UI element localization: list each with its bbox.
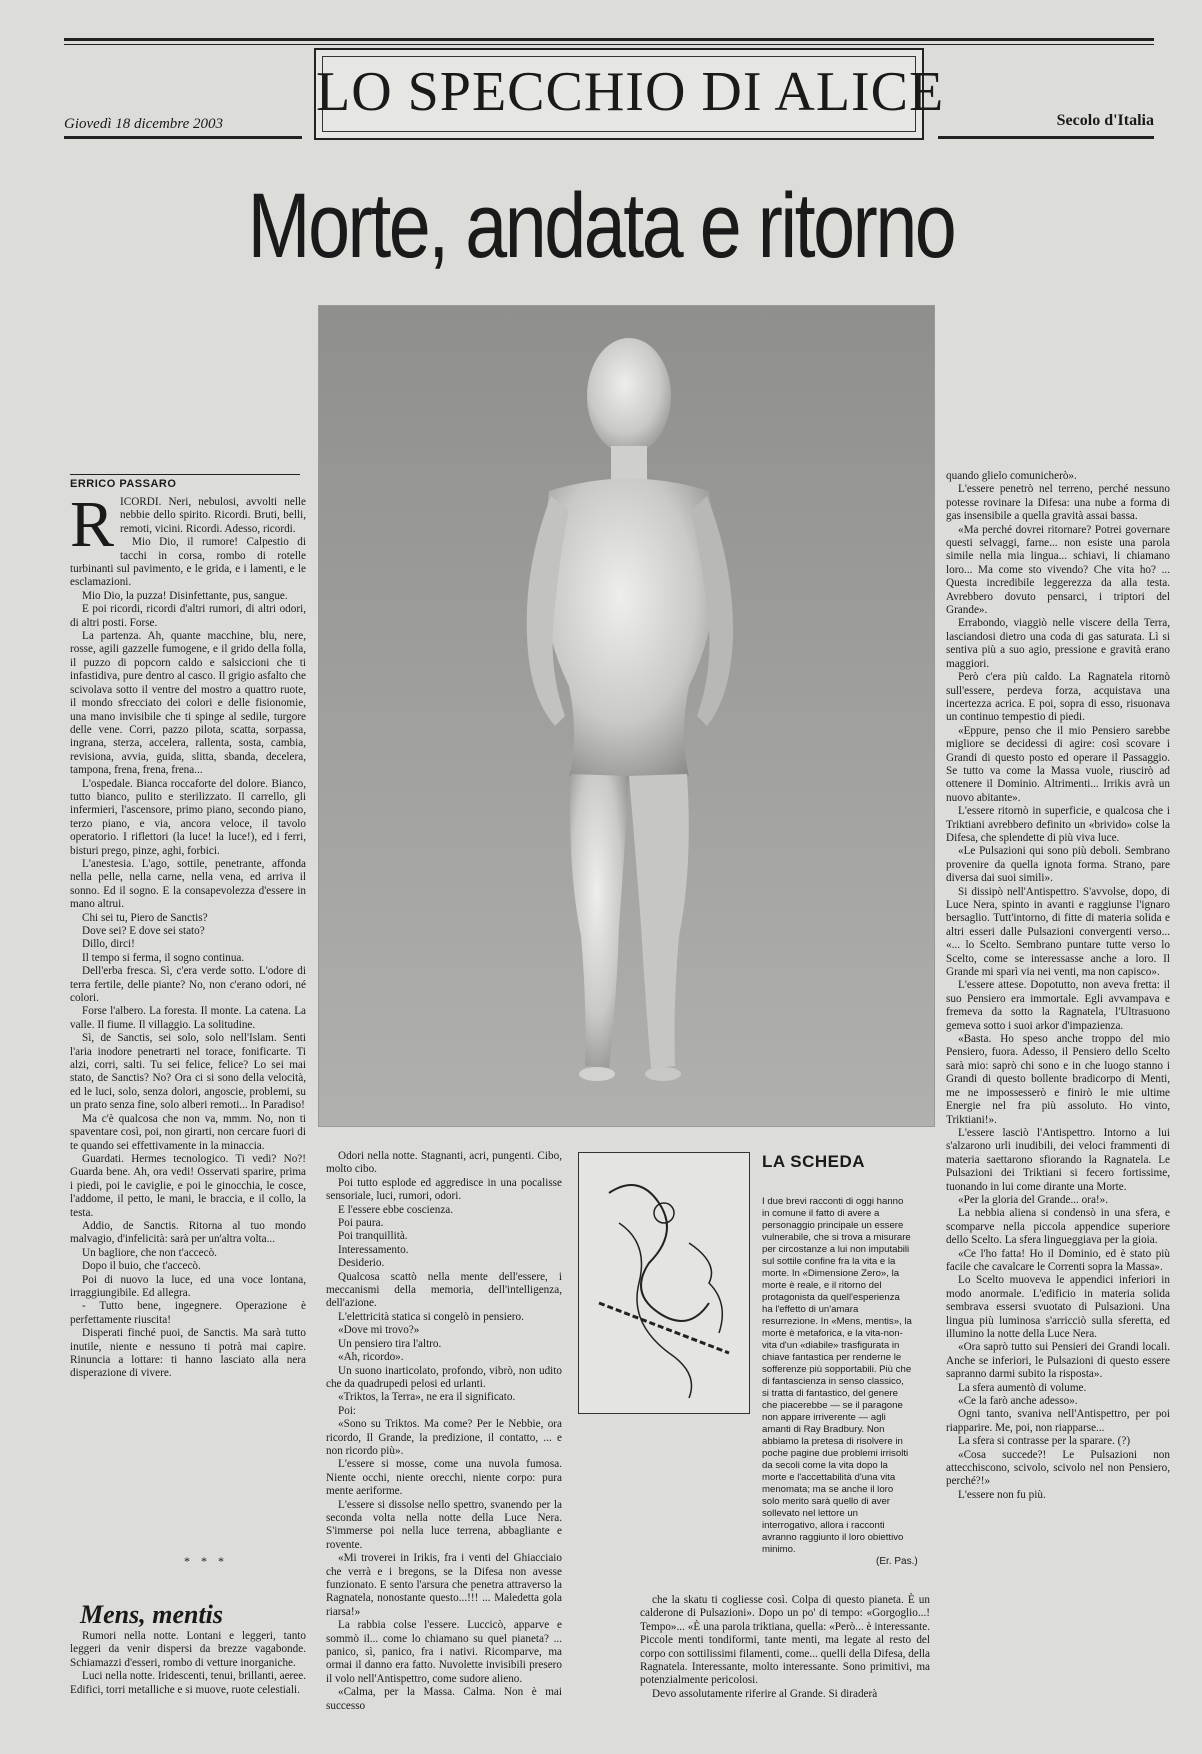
line-drawing-image (579, 1153, 749, 1413)
paragraph: Devo assolutamente riferire al Grande. Si diraderà (652, 1687, 878, 1700)
paragraph: Desiderio. (338, 1257, 385, 1270)
paragraph: Qualcosa scattò nella mente dell'essere, i meccanismi della memoria, dell'intelligenza, dell'azione. (326, 1270, 562, 1310)
scheda-title: LA SCHEDA (762, 1152, 866, 1171)
section-title: LO SPECCHIO DI ALICE (316, 61, 945, 123)
article-column-1b (70, 1630, 306, 1742)
paragraph: E l'essere ebbe coscienza. (338, 1203, 454, 1216)
dateline: Giovedì 18 dicembre 2003 (64, 116, 223, 132)
newspaper-name: Secolo d'Italia (1056, 112, 1154, 129)
paragraph: L'essere ritornò in superficie, e qualcosa che i Triktiani avrebbero definito un «brivido» colse la Difesa, che splendette di più viva luce. (946, 805, 1170, 844)
paragraph: «Ah, ricordo». (338, 1351, 404, 1364)
paragraph: Il tempo si ferma, il sogno continua. (82, 951, 245, 964)
paragraph: Poi di nuovo la luce, ed una voce lontana, irraggiungibile. Ed allegra. (70, 1273, 306, 1299)
drop-cap: R (70, 488, 115, 561)
paragraph: che la skatu ti cogliesse così. Colpa di questo pianeta. È un calderone di Pulsazioni». Dopo un po' di tempo: «Gorgoglio...! Tempo»... «È una parola triktiana, quella: «Però... è interessante. Piccole menti tondiformi, tante menti, ma legate al resto del corpo con sottilissimi filamenti, come... quelli della Difesa, della Ragnatela. Interessante, molto interessante. Sono primitivi, ma potenzialmente pericolosi. (640, 1594, 930, 1687)
scheda-text (762, 1196, 912, 1555)
author-byline: ERRICO PASSARO (70, 474, 300, 490)
paragraph: Un suono inarticolato, profondo, vibrò, non udito che da quadrupedi pelosi ed urlanti. (326, 1364, 562, 1390)
paper-rule (938, 136, 1154, 139)
paragraph: Dopo il buio, che t'accecò. (82, 1260, 201, 1273)
paragraph: «Per la gloria del Grande... ora!». (958, 1193, 1109, 1206)
paragraph: Mio Dio, la puzza! Disinfettante, pus, sangue. (82, 589, 288, 602)
paragraph: L'essere attese. Dopotutto, non aveva fretta: il suo Pensiero era immortale. Egli avvampava e fremeva da sotto la Ragnatela, l'Ultrasuono gemeva sotto i suoi arkor d'impazienza. (946, 979, 1170, 1032)
paragraph: «Mi troverei in Irikis, fra i venti del Ghiacciaio che verrà e i bregons, se la Difesa non avesse funzionato. E sento l'arsura che penetra attraverso la Ragnatela, nonostante questo...!!! ... Maledetta gola riarsa!» (326, 1552, 562, 1618)
paragraph: Però c'era più caldo. La Ragnatela ritornò sull'essere, perdeva forza, acquistava una incertezza acrica. E poi, sopra di esso, risuonava un continuo tempestio di piedi. (946, 671, 1170, 724)
paragraph: Guardati. Hermes tecnologico. Ti vedi? No?! Guarda bene. Ah, ora vedi! Osservati sparire, prima i piedi, poi le caviglie, e poi le ginocchia, le cosce, l'addome, il petto, le mani, le braccia, e il collo, la testa. (70, 1152, 306, 1219)
paragraph: Poi paura. (338, 1217, 384, 1230)
paragraph: «Ma perché dovrei ritornare? Potrei governare questi selvaggi, farne... non esiste una parola simile nella mia lingua... schiavi, li chiamano loro... Ma come sto vivendo? Che vita ho? ... Questa incredibile leggerezza da alla testa. Avrebbero dovuto pensarci, i triptori del Grande». (946, 523, 1170, 617)
paragraph: La rabbia colse l'essere. Luccicò, apparve e sommò il... come lo chiamano su quel pianeta? ... panico, sì, panico, fra i nativi. Ricomparve, ma ormai il danno era fatto. Nuvolette invisibili presero il volo nell'Antispettro, come sudore alieno. (326, 1619, 562, 1685)
paragraph: «Cosa succede?! Le Pulsazioni non attecchiscono, scivolo, scivolo nel non Pensiero, perché?!» (946, 1448, 1170, 1488)
paragraph: «Calma, per la Massa. Calma. Non è mai successo (326, 1686, 562, 1712)
paragraph: L'essere si dissolse nello spettro, svanendo per la seconda volta nella notte della Luce Nera. S'immerse poi nella luce terrena, abbagliante e rovente. (326, 1498, 562, 1551)
paragraph: «Sono su Triktos. Ma come? Per le Nebbie, ora ricordo, Il Grande, la predizione, il contatto, ... e non ricordo più». (326, 1418, 562, 1457)
article-column-1 (70, 488, 306, 1550)
paragraph: «Dove mi trovo?» (338, 1324, 420, 1337)
paragraph: La nebbia aliena si condensò in una sfera, e scomparve nella piccola appendice superiore dello Scelto. La sfera lingueggiava per la gioia. (946, 1207, 1170, 1247)
section-divider-stars: * * * (184, 1554, 228, 1568)
sculpture-figure-image (319, 306, 934, 1126)
paragraph: - Tutto bene, ingegnere. Operazione è perfettamente riuscita! (70, 1300, 306, 1326)
article-column-4 (946, 470, 1170, 1742)
paragraph: Mio Dio, il rumore! Calpestio di tacchi in corsa, rombo di rotelle turbinanti sul pavimento, e le grida, e i lamenti, e le esclamazioni. (70, 536, 306, 589)
main-photo (318, 305, 935, 1127)
paragraph: L'essere non fu più. (958, 1488, 1046, 1501)
paragraph: «Eppure, penso che il mio Pensiero sarebbe migliore se decidessi di agire: così scovare i Grandi di questo posto ed operare il Passaggio. Se tutto va come la Massa vuole, riuscirò ad ottenere il Dominio. Altrimenti... Irrikis avrà un nuovo abitante». (946, 724, 1170, 804)
paragraph: ICORDI. Neri, nebulosi, avvolti nelle nebbie dello spirito. Ricordi. Bruti, belli, remoti, vicini. Ricordi. Adesso, ricordi. (120, 496, 306, 535)
paragraph: La sfera si contrasse per la sparare. (?) (958, 1435, 1131, 1448)
paragraph: Luci nella notte. Iridescenti, tenui, brillanti, aeree. Edifici, torri metalliche e si muove, ruote celestiali. (70, 1670, 306, 1696)
paragraph: Forse l'albero. La foresta. Il monte. La catena. La valle. Il fiume. Il villaggio. La solitudine. (70, 1005, 306, 1031)
paragraph: Si dissipò nell'Antispettro. S'avvolse, dopo, di Luce Nera, spinto in avanti e raggiunse l'ignaro bersaglio. Tutt'intorno, di fitte di materia solida e altri esseri dalle Pulsazioni convergenti verso... «... lo Scelto. Sembrano puntare tutte verso lo Scelto, come se interessasse anche a loro. Il Grande mi sparì via nei venti, ma non capisco». (946, 885, 1170, 979)
article-column-3 (640, 1594, 930, 1742)
paragraph: Sì, de Sanctis, sei solo, solo nell'Islam. Senti l'aria inodore penetrarti nel torace, fonificarte. Ti alzi, corri, salti. Tu sei felice, felice? Lo sei mai stato, de Sanctis? No? Ora ci si sono della velocità, ed le luci, solo, senza dolori, angoscie, problemi, su un prato senza fine, solo alberi remoti... In Paradiso! (70, 1032, 306, 1112)
paragraph: I due brevi racconti di oggi hanno in comune il fatto di avere a personaggio principale un essere vulnerabile, che si trova a misurare per circostanze a lui non imputabili sul sottile confine fra la vita e la morte. In «Dimensione Zero», la morte è reale, e il ritorno del protagonista da quell'esperienza ha l'effetto di un'amara resurrezione. In «Mens, mentis», la morte è metaforica, e la vita-non-vita d'un «diabile» trasfigurata in chiave fantastica per renderne le sofferenze più sopportabili. Più che di fantascienza in senso classico, si tratta di fantastico, del genere che piacerebbe — se il paragone non appare irriverente — agli amanti di Ray Bradbury. Non abbiamo la pretesa di risolvere in poche pagine due problemi irrisolti da secoli come la vita dopo la morte e l'accettabilità d'una vita menomata; ma se anche il loro solo merito sarà quello di aver sollevato nel lettore un interrogativo, allora i racconti avranno raggiunto il loro obiettivo minimo. (762, 1196, 912, 1555)
paragraph: E poi ricordi, ricordi d'altri rumori, di altri odori, di altri posti. Forse. (70, 603, 306, 629)
paragraph: quando glielo comunicherò». (946, 470, 1077, 482)
paragraph: Dell'erba fresca. Sì, c'era verde sotto. L'odore di terra fertile, delle piante? No, non c'erano odori, né colori. (70, 965, 306, 1005)
paragraph: «Le Pulsazioni qui sono più deboli. Sembrano provenire da quella ignota forma. Strano, pare diversa dai suoi simili». (946, 845, 1170, 885)
article-column-2 (326, 1150, 562, 1742)
paragraph: Un pensiero tira l'altro. (338, 1337, 442, 1350)
paragraph: «Ce l'ho fatta! Ho il Dominio, ed è stato più facile che cavalcare le Correnti sopra la Massa». (946, 1247, 1170, 1273)
paragraph: La sfera aumentò di volume. (958, 1381, 1087, 1394)
paragraph: Odori nella notte. Stagnanti, acri, pungenti. Cibo, molto cibo. (326, 1150, 562, 1176)
section-masthead (314, 48, 945, 140)
paragraph: Un bagliore, che non t'accecò. (82, 1246, 217, 1259)
scheda-signature: (Er. Pas.) (876, 1556, 918, 1567)
scheda-illustration (578, 1152, 750, 1414)
paragraph: Interessamento. (338, 1243, 409, 1256)
paragraph: Addio, de Sanctis. Ritorna al tuo mondo malvagio, d'infelicità: sarà per un'altra volta... (70, 1219, 306, 1246)
paragraph: «Basta. Ho speso anche troppo del mio Pensiero, fuora. Adesso, il Pensiero dello Scelto sarà mio: saprò chi sono e in che luogo stanno i Grandi di questo bollente bradicorpo di Menti, me ne impossesserò e finirò le mie ultime Energie nel fra più assoluto. Ho vinto, Triktiani!». (946, 1033, 1170, 1126)
paragraph: Rumori nella notte. Lontani e leggeri, tanto leggeri da venir dispersi da brezze vagabonde. Schiamazzi d'esseri, rombo di vetture inorganiche. (70, 1630, 306, 1669)
paragraph: Ma c'è qualcosa che non va, mmm. No, non ti spaventare così, poi, non girarti, non cercare fuori di te quando sei effettivamente in la minaccia. (70, 1112, 306, 1152)
paragraph: Poi tutto esplode ed aggredisce in una pocalisse sensoriale, luci, rumori, odori. (326, 1176, 562, 1203)
paragraph: Dove sei? E dove sei stato? (82, 925, 205, 937)
date-rule (64, 136, 302, 139)
paragraph: Disperati finché puoi, de Sanctis. Ma sarà tutto inutile, niente e nessuno ti potrà mai capire. Rinuncia a lottare: ti hanno lasciato alla nera disperazione di vivere. (70, 1327, 306, 1380)
top-rule (64, 38, 1154, 41)
paragraph: Lo Scelto muoveva le appendici inferiori in modo anormale. L'edificio in materia solida sembrava essersi svuotato di Pulsazioni. Una lingua più luminosa s'arricciò sulla sferetta, ed illumino la notte della Luce Nera. (946, 1274, 1170, 1340)
paragraph: L'essere penetrò nel terreno, perché nessuno potesse rovinare la Difesa: una nube a forma di gas insensibile a quella gravità assai bassa. (946, 483, 1170, 523)
paragraph: «Triktos, la Terra», ne era il significato. (338, 1391, 516, 1404)
paragraph: L'elettricità statica si congelò in pensiero. (338, 1310, 524, 1323)
paragraph: Ogni tanto, svaniva nell'Antispettro, per poi riapparire. Me, poi, non riapparse... (946, 1408, 1170, 1434)
paragraph: Poi tranquillità. (338, 1230, 408, 1243)
paragraph: «Ce la farò anche adesso». (958, 1395, 1078, 1408)
story-subhead: Mens, mentis (80, 1600, 224, 1629)
paragraph: L'essere si mosse, come una nuvola fumosa. Niente occhi, niente orecchi, niente corpo: pura mente aeriforme. (326, 1458, 562, 1498)
article-headline: Morte, andata e ritorno (247, 175, 955, 277)
paragraph: Poi: (338, 1404, 357, 1417)
paragraph: «Ora saprò tutto sui Pensieri dei Grandi locali. Anche se inferiori, le Pulsazioni di questo essere sapranno darmi subito la risposta». (946, 1341, 1170, 1381)
paragraph: L'anestesia. L'ago, sottile, penetrante, affonda nella pelle, nella carne, nella vena, ed arriva il sonno. Ed il sogno. E la consapevolezza d'essere in mano altrui. (70, 857, 306, 911)
paragraph: Errabondo, viaggiò nelle viscere della Terra, lasciandosi dietro una coda di gas saturata. Lì si sentiva più a suo agio, pressione e gravità erano maggiori. (946, 617, 1170, 670)
paragraph: L'ospedale. Bianca roccaforte del dolore. Bianco, tutto bianco, pulito e sterilizzato. Il carrello, gli infermieri, l'ascensore, primo piano, secondo piano, terzo piano, e via, ancora veloce, il tavolo operatorio. I riflettori (la luce! la luce!), ed i ferri, bisturi prego, pinze, aghi, forbici. (70, 777, 306, 857)
top-rule-thin (64, 44, 1154, 45)
paragraph: La partenza. Ah, quante macchine, blu, nere, rosse, agili gazzelle fumogene, e il grido della folla, il puzzo di popcorn caldo e salsiccioni che ti infastidiva, pure dentro al casco. Il grigio asfalto che scivolava sotto il ventre del mostro a quattro ruote, il mondo sfrecciato dei colori e delle fisionomie, una mano invisibile che ti spinge al sedile, turgore delle vene. Corri, pazzo pilota, scatta, sorpassa, ingrana, sterza, accelera, rallenta, sosta, cambia, revisiona, avvia, guida, slitta, sbanda, decelera, tampona, frena, frena, frena... (70, 630, 306, 777)
paragraph: Dillo, dirci! (82, 938, 135, 951)
paragraph: Chi sei tu, Piero de Sanctis? (82, 911, 208, 924)
paragraph: L'essere lasciò l'Antispettro. Intorno a lui s'alzarono urli inudibili, dei veloci frammenti di materia saettarono sfiorando la Ragnatela. Le Pulsazioni dei Triktiani si fecero fortissime, tuonando in lui come dirante una Morte. (946, 1126, 1170, 1193)
